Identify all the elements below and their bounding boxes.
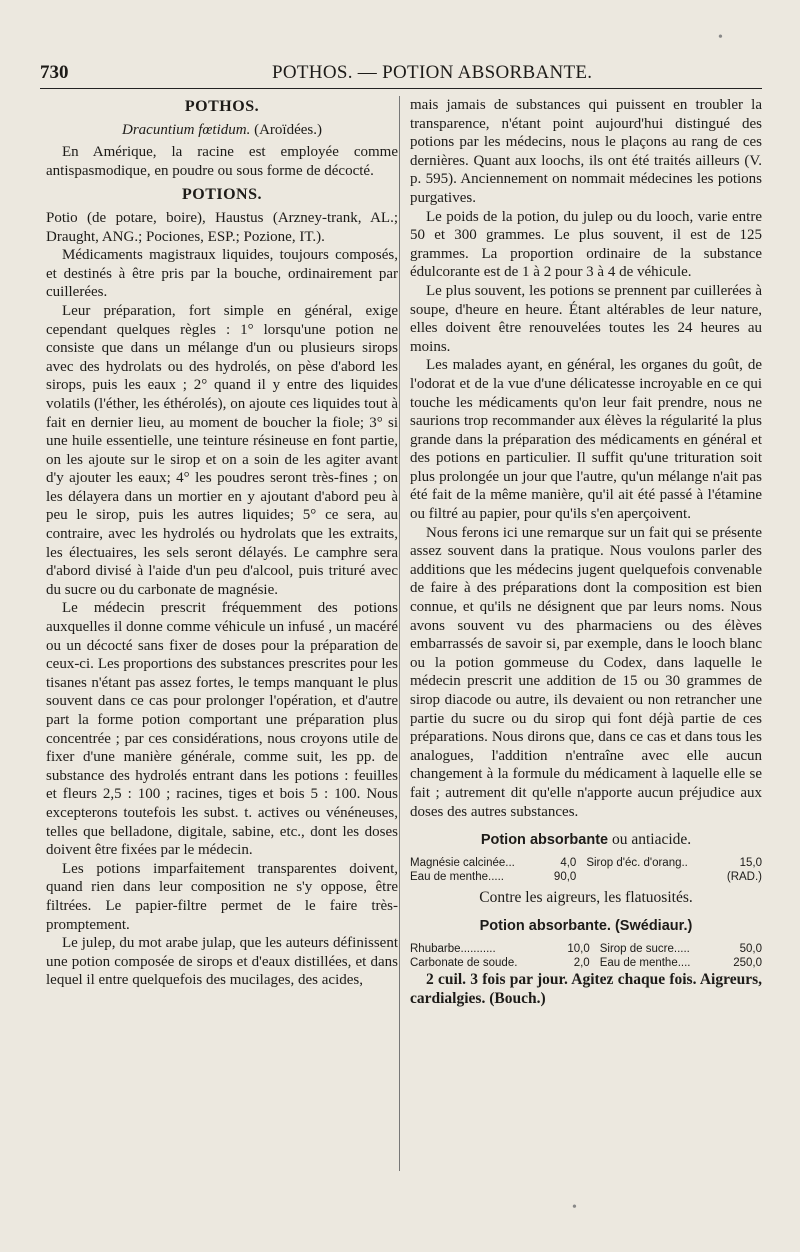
pothos-subtitle	[46, 121, 398, 140]
etymology-paragraph: Potio (de potare, boire), Haustus (Arzney-trank, AL.; Draught, ANG.; Pociones, ESP.; Pozione, IT.).	[46, 209, 398, 245]
ingredient-quantity: 2,0	[573, 956, 590, 969]
formula-ingredients	[410, 942, 762, 970]
paragraph: mais jamais de substances qui puissent en troubler la transparence, n'étant point aujourd'hui distingué des potions par les médecins, nous le plaçons au rang de ces dernières. Quant aux loochs, ils ont été traités ailleurs (V. p. 595). Anciennement on nommait médecines les potions purgatives.	[410, 97, 762, 206]
ingredient-quantity: 90,0	[553, 870, 577, 883]
right-column	[410, 96, 762, 1008]
paragraph: Les potions imparfaitement transparentes doivent, quand rien dans leur composition ne s'y oppose, être filtrées. Le papier-filtre permet de le faire très-promptement.	[46, 860, 398, 933]
paragraph: Médicaments magistraux liquides, toujours composés, et destinés à être pris par la bouche, ordinairement par cuillerées.	[46, 247, 398, 301]
ingredient-name	[586, 870, 717, 884]
ingredient-name: Eau de menthe....	[599, 956, 691, 969]
ingredient-quantity: 4,0	[560, 856, 577, 869]
formula-usage: 2 cuil. 3 fois par jour. Agitez chaque fois. Aigreurs, cardialgies. (Bouch.)	[410, 970, 762, 1007]
ingredient-quantity: 250,0	[733, 956, 762, 969]
ingredient-quantity: 10,0	[567, 942, 590, 955]
ingredient-name: Sirop d'éc. d'orang..	[586, 856, 688, 869]
paragraph: Les malades ayant, en général, les organes du goût, de l'odorat et de la vue d'une délicatesse incroyable en ce qui touche les médicaments qu'on leur fait prendre, nous ne saurions trop recommander aux élèves la régularité la plus grande dans la préparation des médicaments en général et des potions en particulier. Il suffit qu'une trituration soit plus prolongée un jour que l'autre, qu'un mélange n'ait pas été fait de la même manière, qu'il ait été passé à l'étamine ou filtré au papier, pour qu'ils s'en aperçoivent.	[410, 357, 762, 523]
ingredient-name: Sirop de sucre.....	[599, 942, 690, 955]
ingredient-quantity: 50,0	[739, 942, 762, 955]
ingredient-name: Eau de menthe.....	[410, 870, 504, 883]
paragraph: Leur préparation, fort simple en général, exige cependant quelques règles : 1° lorsqu'une potion ne consiste que dans un mélange d'un ou plusieurs sirops avec des hydrolats ou des hydrolés, on pèse d'abord les sirops, puis les eaux ; 2° quand il y entre des liquides volatils (l'éther, les éthérolés), on ajoute ces liquides tout à fait en dernier lieu, au moment de boucher la fiole; 3° si une huile essentielle, une teinture résineuse en font partie, on les ajoute sur le sirop et on a soin de les agiter avant d'y ajouter les eaux; 4° les poudres seront très-fines ; on les délayera dans un mortier en y ajoutant d'abord peu à peu le sirop, puis les autres liquides; 5° ce sera, au contraire, avec les hydrolés ou hydrolats que les extraits, les électuaires, les sels seront délayés. Le camphre sera d'abord divisé à l'aide d'un peu d'alcool, puis trituré avec du sucre ou du carbonate de magnésie.	[46, 302, 398, 598]
ingredient-row	[410, 956, 762, 970]
formula-source: (RAD.)	[726, 870, 762, 883]
formula-title	[410, 831, 762, 850]
ingredient-row	[410, 942, 762, 956]
header-rule	[40, 88, 762, 89]
formula-usage: Contre les aigreurs, les flatuosités.	[479, 888, 693, 906]
left-column	[46, 96, 398, 990]
ingredient-name: Magnésie calcinée...	[410, 856, 515, 869]
pothos-heading: POTHOS.	[184, 98, 260, 115]
formula-title-rest: ou antiacide.	[608, 831, 692, 849]
paragraph: Le poids de la potion, du julep ou du looch, varie entre 50 et 300 grammes. Le plus souvent, il est de 125 grammes. La proportion ordinaire de la substance édulcorante est de 1 à 2 pour 3 à 4 de véhicule.	[410, 208, 762, 281]
paragraph: Nous ferons ici une remarque sur un fait qui se présente assez souvent dans la pratique. Nous voulons parler des additions que les médecins jugent quelquefois convenable de faire à des préparations dont la composition est bien connue, et qu'ils ne désignent que par leurs noms. Nous avons souvent vu des pharmaciens ou des élèves embarrassés de savoir si, par exemple, dans le looch blanc ou la potion gommeuse du Codex, dans laquelle le médecin prescrit une addition de 15 ou 30 grammes de sirop diacode ou autre, ils devaient ou non retrancher une partie du sucre ou du sirop qui font déjà partie de ces préparations. Nous dirons que, dans ce cas et dans tous les analogues, l'addition n'entraîne avec elle aucun changement à la formule du médicament à laquelle elle se fait ; autrement dit qu'elle n'apporte aucun préjudice aux doses des autres substances.	[410, 524, 762, 820]
pothos-latin-name: Dracuntium fœtidum.	[122, 121, 251, 138]
ingredient-name: Rhubarbe...........	[410, 942, 496, 955]
page-number: 730	[40, 62, 69, 83]
formula-title: Potion absorbante. (Swédiaur.)	[479, 918, 693, 935]
paragraph: Le julep, du mot arabe julap, que les auteurs définissent une potion composée de sirops et d'eaux distillées, et dans lequel il entre quelquefois des mucilages, des acides,	[46, 935, 398, 989]
ingredient-row	[410, 856, 762, 870]
ingredient-name: Carbonate de soude.	[410, 956, 518, 969]
ingredient-row	[410, 870, 762, 884]
paragraph: Le plus souvent, les potions se prennent par cuillerées à soupe, d'heure en heure. Étant altérables de leur nature, elles doivent être renouvelées toutes les 24 heures au moins.	[410, 282, 762, 355]
page-header	[40, 62, 762, 90]
column-divider	[399, 96, 400, 1171]
formula-ingredients	[410, 856, 762, 884]
potions-heading: POTIONS.	[181, 186, 262, 204]
ingredient-quantity: 15,0	[739, 856, 762, 869]
formula-title-bold: Potion absorbante	[480, 832, 609, 849]
paragraph: Le médecin prescrit fréquemment des potions auxquelles il donne comme véhicule un infusé , un macéré ou un décocté sans fixer de doses pour la préparation de ceux-ci. Les proportions des substances prescrites pour les tisanes n'étant pas assez fortes, le temps manquant le plus souvent dans ce cas pour prolonger l'opération, et d'autre part la forme potion comportant une préparation plus concentrée ; par ces considérations, nous croyons utile de fixer d'une manière générale, comme suit, les pp. de substance des hydrolés entrant dans les potions : feuilles et fleurs 2,5 : 100 ; racines, tiges et bois 5 : 100. Nous excepterons toutefois les subst. t. actives ou vénéneuses, telles que belladone, digitale, sabine, etc., dont les doses doivent être fixées par le médecin.	[46, 600, 398, 859]
print-speck: •	[572, 1200, 577, 1215]
pothos-text: En Amérique, la racine est employée comme antispasmodique, en poudre ou sous forme de décocté.	[46, 144, 398, 179]
print-speck: •	[718, 30, 723, 45]
pothos-family: (Aroïdées.)	[250, 121, 322, 138]
running-title: POTHOS. — POTION ABSORBANTE.	[272, 62, 593, 83]
